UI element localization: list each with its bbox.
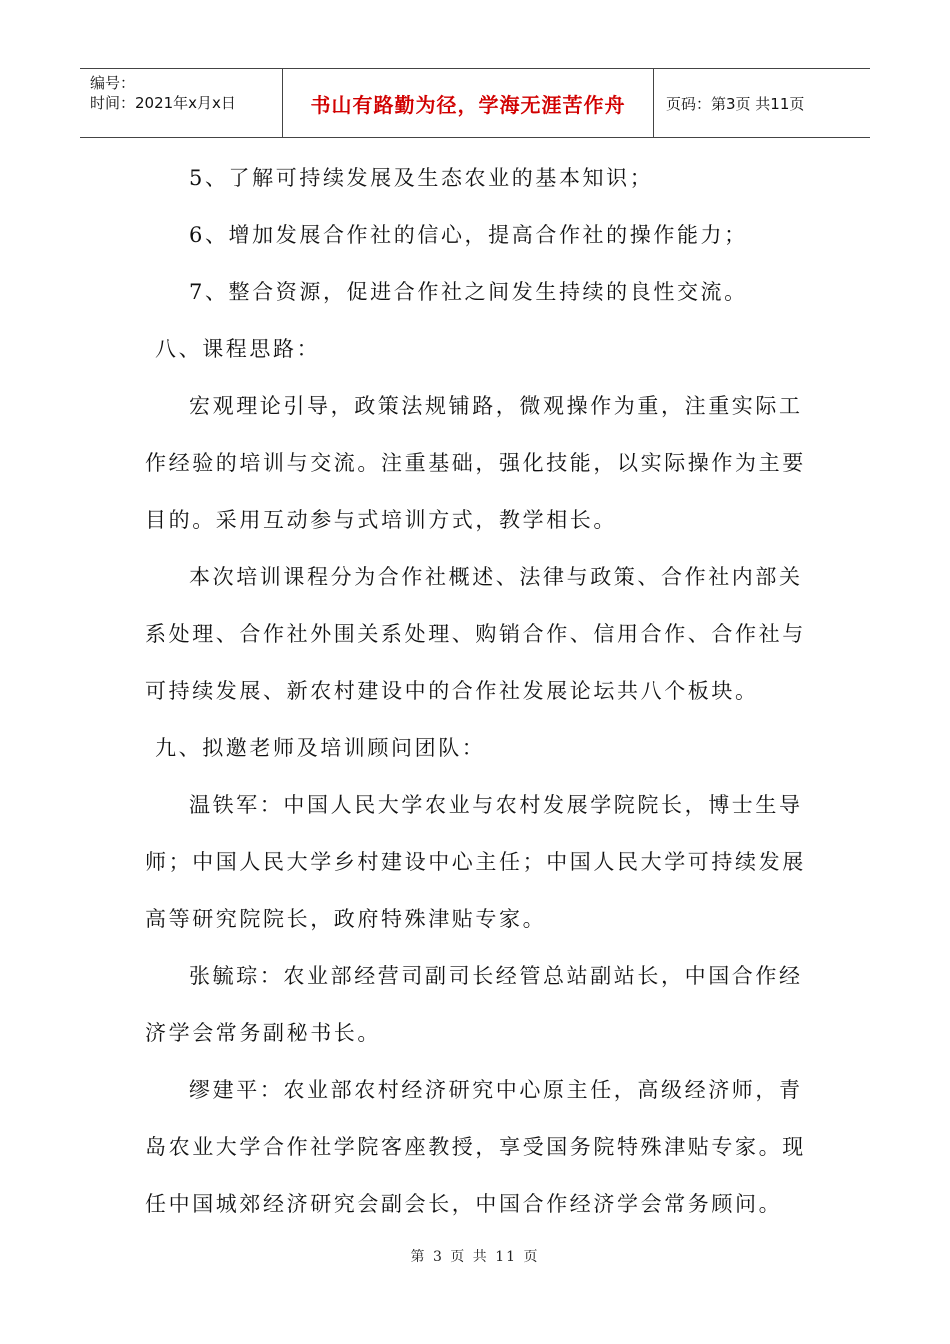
paragraph: 本次培训课程分为合作社概述、法律与政策、合作社内部关系处理、合作社外围关系处理、购销合作、信用合作、合作社与可持续发展、新农村建设中的合作社发展论坛共八个板块。 (145, 565, 806, 703)
paragraph: 宏观理论引导，政策法规铺路，微观操作为重，注重实际工作经验的培训与交流。注重基础，强化技能，以实际操作为主要目的。采用互动参与式培训方式，教学相长。 (145, 394, 806, 532)
teacher-entry: 缪建平：农业部农村经济研究中心原主任，高级经济师，青岛农业大学合作社学院客座教授，享受国务院特殊津贴专家。现任中国城郊经济研究会副会长，中国合作经济学会常务顾问。 (145, 1078, 806, 1216)
document-body (145, 150, 815, 1233)
list-item: 7、整合资源，促进合作社之间发生持续的良性交流。 (189, 280, 748, 304)
header-motto: 书山有路勤为径，学海无涯苦作舟 (282, 69, 654, 137)
teacher-entry: 张毓琮：农业部经营司副司长经管总站副站长，中国合作经济学会常务副秘书长。 (145, 964, 803, 1045)
section-heading-course-approach: 八、课程思路： (155, 337, 321, 361)
document-time-label: 时间：2021年x月x日 (90, 94, 236, 112)
header-meta (80, 69, 282, 137)
page-header (80, 68, 870, 138)
teacher-entry: 温铁军：中国人民大学农业与农村发展学院院长，博士生导师；中国人民大学乡村建设中心主任；中国人民大学可持续发展高等研究院院长，政府特殊津贴专家。 (145, 793, 806, 931)
document-number-label: 编号： (90, 74, 136, 92)
header-page-info: 页码：第3页 共11页 (666, 94, 805, 113)
list-item: 6、增加发展合作社的信心，提高合作社的操作能力； (189, 223, 748, 247)
page-footer: 第 3 页 共 11 页 (410, 1249, 540, 1265)
section-heading-teachers: 九、拟邀老师及培训顾问团队： (155, 736, 486, 760)
list-item: 5、了解可持续发展及生态农业的基本知识； (189, 166, 654, 190)
